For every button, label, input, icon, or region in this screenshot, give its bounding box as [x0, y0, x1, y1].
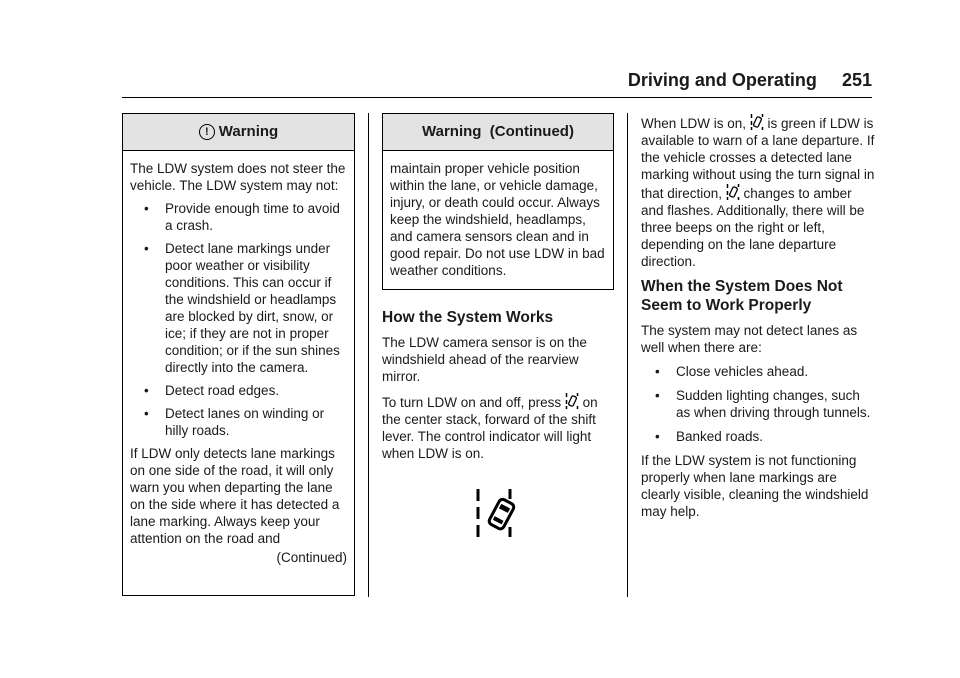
warning-bullet-1: • Provide enough time to avoid a crash.: [130, 200, 347, 234]
how-system-works-para1: The LDW camera sensor is on the windshield ahead of the rearview mirror.: [382, 335, 587, 384]
page-number: 251: [841, 70, 872, 90]
warning-continued-header: Warning (Continued): [383, 114, 613, 151]
how-system-works-heading: How the System Works: [382, 309, 554, 326]
not-working-intro: The system may not detect lanes as well when there are:: [641, 323, 858, 355]
ldw-para-part3: changes to amber and flashes. Additionally, there will be three beeps on the right or left, depending on the lane departure direction.: [641, 186, 865, 269]
not-working-bullet-1: • Close vehicles ahead.: [641, 363, 877, 380]
warning-icon: !: [199, 124, 215, 140]
warning-bullet-3: • Detect road edges.: [130, 382, 347, 399]
section-title: Driving and Operating: [627, 70, 817, 90]
ldw-para-part1: When LDW is on,: [641, 116, 750, 131]
lane-departure-warning-symbol: [475, 485, 523, 541]
warning-box: [122, 113, 355, 596]
not-working-closing: If the LDW system is not functioning properly when lane markings are clearly visible, cleaning the windshield may help.: [641, 453, 869, 519]
ldw-indicator-para: [641, 113, 877, 270]
lane-departure-warning-icon: [565, 392, 579, 410]
warning-continued-text: maintain proper vehicle position within the lane, or vehicle damage, injury, or death could occur. Always keep the windshield, headlamps, and camera sensors clean and in good repair. Do not use LDW in bad weather conditions.: [390, 161, 605, 278]
not-working-heading: When the System Does Not Seem to Work Properly: [641, 278, 843, 314]
lane-departure-warning-icon: [750, 113, 764, 131]
warning-closing: If LDW only detects lane markings on one side of the road, it will only warn you when departing the lane on the side where it has detected a lane marking. Always keep your attention on the road and: [130, 446, 340, 546]
warning-box-header: [123, 114, 354, 151]
column-divider-2: [627, 113, 628, 597]
ldw-para-part2: is green if LDW is available to warn of a lane departure. If the vehicle crosses a detected lane marking without using the turn signal in that direction,: [641, 116, 875, 201]
continued-label: (Continued): [276, 550, 347, 565]
column-divider-1: [368, 113, 369, 597]
para2-text-after: on the center stack, forward of the shift lever. The control indicator will light when LDW is on.: [382, 395, 598, 461]
para2-text-before: To turn LDW on and off, press: [382, 395, 565, 410]
not-working-bullet-2: • Sudden lighting changes, such as when driving through tunnels.: [641, 387, 877, 421]
warning-continued-box: [382, 113, 614, 290]
right-column: [641, 113, 877, 527]
lane-departure-warning-icon: [726, 183, 740, 201]
warning-bullet-2: • Detect lane markings under poor weather or visibility conditions. This can occur if the windshield or headlamps are blocked by dirt, snow, or ice; if they are not in proper condition; or if the sun shines directly into the camera.: [130, 240, 347, 376]
how-system-works-section: [382, 302, 614, 469]
warning-intro: The LDW system does not steer the vehicle. The LDW system may not:: [130, 161, 346, 193]
warning-bullet-4: • Detect lanes on winding or hilly roads.: [130, 405, 347, 439]
warning-title: Warning: [218, 123, 279, 140]
page-header: [600, 70, 872, 91]
warning-continued-body: [383, 151, 613, 289]
header-rule: [122, 97, 872, 98]
not-working-bullet-3: • Banked roads.: [641, 428, 877, 445]
warning-box-body: [123, 151, 354, 570]
how-system-works-para2: [382, 392, 614, 462]
